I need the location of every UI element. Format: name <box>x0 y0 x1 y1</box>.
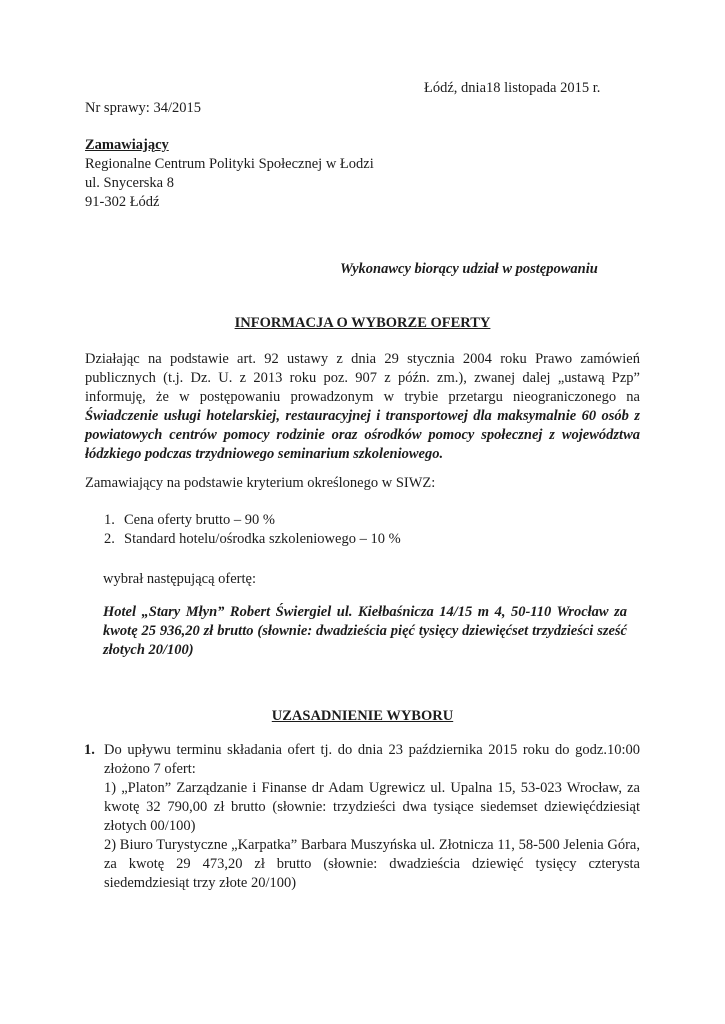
justification-body <box>104 741 640 893</box>
authority-city: 91-302 Łódź <box>85 194 160 210</box>
criteria-item-number: 2. <box>104 531 115 547</box>
document-date: Łódź, dnia18 listopada 2015 r. <box>424 80 601 96</box>
criteria-item <box>104 530 401 549</box>
case-number: Nr sprawy: 34/2015 <box>85 100 201 116</box>
selected-offer: Hotel „Stary Młyn” Robert Świergiel ul. Kiełbaśnicza 14/15 m 4, 50-110 Wrocław za kwotę 25 936,20 zł brutto (słownie: dwadzieścia pięć tysięcy dziewięćset trzydzieści sześć złotych 20/100) <box>103 604 627 658</box>
authority-street: ul. Snycerska 8 <box>85 175 174 191</box>
criteria-item-number: 1. <box>104 512 115 528</box>
criteria-intro: Zamawiający na podstawie kryterium określonego w SIWZ: <box>85 475 436 491</box>
offer-list-item: 2) Biuro Turystyczne „Karpatka” Barbara Muszyńska ul. Złotnicza 11, 58-500 Jelenia Góra, za kwotę 29 473,20 zł brutto (słownie: dwadzieścia dziewięć tysięcy czterysta siedemdziesiąt trzy złote 20/100) <box>104 837 640 891</box>
justification-number: 1. <box>84 742 95 758</box>
contracting-authority-block <box>85 136 374 212</box>
contracting-authority-title: Zamawiający <box>85 137 169 153</box>
selected-intro: wybrał następującą ofertę: <box>103 571 256 587</box>
justification-lead: Do upływu terminu składania ofert tj. do dnia 23 października 2015 roku do godz.10:00 złożono 7 ofert: <box>104 742 640 777</box>
intro-paragraph <box>85 350 640 464</box>
justification-title: UZASADNIENIE WYBORU <box>271 708 454 724</box>
procurement-subject: Świadczenie usługi hotelarskiej, restauracyjnej i transportowej dla maksymalnie 60 osób z powiatowych centrów pomocy rodzinie oraz ośrodków pomocy społecznej z województwa łódzkiego podczas trzydniowego seminarium szkoleniowego. <box>85 408 640 462</box>
intro-text: Działając na podstawie art. 92 ustawy z dnia 29 stycznia 2004 roku Prawo zamówień publicznych (t.j. Dz. U. z 2013 roku poz. 907 z późn. zm.), zwanej dalej „ustawą Pzp” informuję, że w postępowaniu prowadzonym w trybie przetargu nieograniczonego na <box>85 351 640 405</box>
document-title: INFORMACJA O WYBORZE OFERTY <box>234 315 491 331</box>
criteria-list <box>104 511 401 549</box>
criteria-item <box>104 511 401 530</box>
offer-list-item: 1) „Platon” Zarządzanie i Finanse dr Adam Ugrewicz ul. Upalna 15, 53-023 Wrocław, za kwotę 32 790,00 zł brutto (słownie: trzydzieści dwa tysiące siedemset dziewięćdziesiąt złotych 00/100) <box>104 780 640 834</box>
addressee: Wykonawcy biorący udział w postępowaniu <box>340 261 598 277</box>
authority-name: Regionalne Centrum Polityki Społecznej w Łodzi <box>85 156 374 172</box>
criteria-item-label: Cena oferty brutto – 90 % <box>124 512 276 528</box>
criteria-item-label: Standard hotelu/ośrodka szkoleniowego – 10 % <box>124 531 401 547</box>
